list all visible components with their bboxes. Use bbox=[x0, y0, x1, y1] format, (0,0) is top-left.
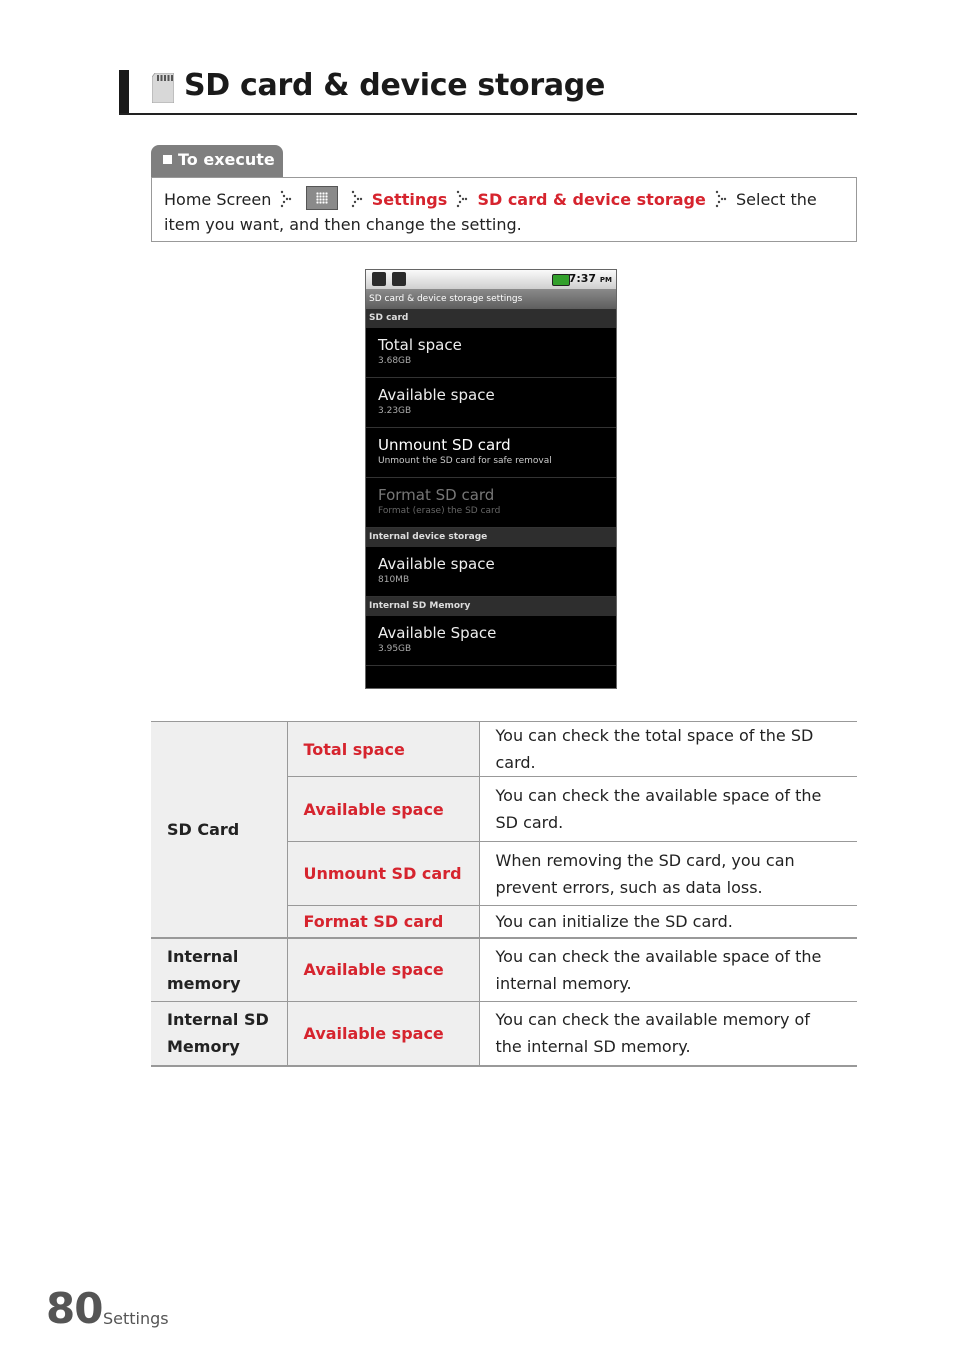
execute-instructions bbox=[151, 177, 857, 242]
table-row bbox=[151, 1002, 857, 1066]
row-desc: You can check the available space of the internal memory. bbox=[479, 938, 857, 1002]
pref-title: Unmount SD card bbox=[378, 436, 511, 454]
apps-grid-icon bbox=[306, 186, 338, 210]
row-desc: You can check the available space of the SD card. bbox=[479, 777, 857, 842]
row-name: Available space bbox=[287, 938, 479, 1002]
group-label: Internal memory bbox=[151, 938, 287, 1002]
section-header: Internal SD Memory bbox=[366, 597, 616, 616]
dotted-arrow-icon bbox=[350, 190, 364, 208]
row-desc: You can check the available memory of the internal SD memory. bbox=[479, 1002, 857, 1066]
row-desc: You can check the total space of the SD card. bbox=[479, 722, 857, 777]
pref-summary: 810MB bbox=[378, 575, 410, 585]
usb-icon bbox=[372, 272, 386, 286]
row-desc: When removing the SD card, you can prevent errors, such as data loss. bbox=[479, 842, 857, 906]
dotted-arrow-icon bbox=[455, 190, 469, 208]
pref-internal-sd-available[interactable] bbox=[366, 616, 616, 666]
square-bullet-icon bbox=[163, 155, 172, 164]
pref-total-space[interactable] bbox=[366, 328, 616, 378]
execute-tab-label: To execute bbox=[178, 150, 275, 169]
group-label: SD Card bbox=[151, 722, 287, 938]
section-header: Internal device storage bbox=[366, 528, 616, 547]
title-marker bbox=[119, 70, 129, 113]
step-home: Home Screen bbox=[164, 190, 272, 209]
page-section: Settings bbox=[103, 1309, 169, 1328]
pref-title: Available space bbox=[378, 555, 495, 573]
sd-card-icon bbox=[152, 73, 174, 103]
row-name: Available space bbox=[287, 1002, 479, 1066]
phone-screenshot bbox=[365, 269, 617, 689]
pref-title: Available Space bbox=[378, 624, 497, 642]
execute-tab bbox=[151, 145, 283, 178]
pref-available-space[interactable] bbox=[366, 378, 616, 428]
row-name: Format SD card bbox=[287, 906, 479, 938]
pref-internal-available[interactable] bbox=[366, 547, 616, 597]
pref-summary: Unmount the SD card for safe removal bbox=[378, 456, 552, 466]
pref-summary: 3.23GB bbox=[378, 406, 412, 416]
pref-title: Available space bbox=[378, 386, 495, 404]
page-title: SD card & device storage bbox=[184, 68, 606, 103]
status-clock: 7:37 PM bbox=[568, 272, 612, 285]
pref-unmount-sd[interactable] bbox=[366, 428, 616, 478]
battery-icon bbox=[552, 274, 570, 286]
table-row bbox=[151, 722, 857, 777]
status-bar bbox=[366, 270, 616, 289]
table-row bbox=[151, 938, 857, 1002]
step-sd-storage: SD card & device storage bbox=[477, 190, 706, 209]
android-debug-icon bbox=[392, 272, 406, 286]
row-name: Unmount SD card bbox=[287, 842, 479, 906]
app-title-bar: SD card & device storage settings bbox=[366, 289, 616, 309]
pref-title: Format SD card bbox=[378, 486, 495, 504]
pref-summary: 3.68GB bbox=[378, 356, 412, 366]
page-number: 80 bbox=[46, 1284, 103, 1333]
pref-summary: 3.95GB bbox=[378, 644, 412, 654]
pref-format-sd bbox=[366, 478, 616, 528]
row-desc: You can initialize the SD card. bbox=[479, 906, 857, 938]
step-settings: Settings bbox=[371, 190, 448, 209]
pref-title: Total space bbox=[378, 336, 462, 354]
dotted-arrow-icon bbox=[714, 190, 728, 208]
settings-table bbox=[151, 721, 857, 1067]
dotted-arrow-icon bbox=[279, 190, 293, 208]
step-tail: Select the item you want, and then change the setting. bbox=[164, 190, 817, 234]
row-name: Total space bbox=[287, 722, 479, 777]
group-label: Internal SD Memory bbox=[151, 1002, 287, 1066]
page-header bbox=[119, 70, 857, 115]
pref-summary: Format (erase) the SD card bbox=[378, 506, 501, 516]
section-header: SD card bbox=[366, 309, 616, 328]
row-name: Available space bbox=[287, 777, 479, 842]
